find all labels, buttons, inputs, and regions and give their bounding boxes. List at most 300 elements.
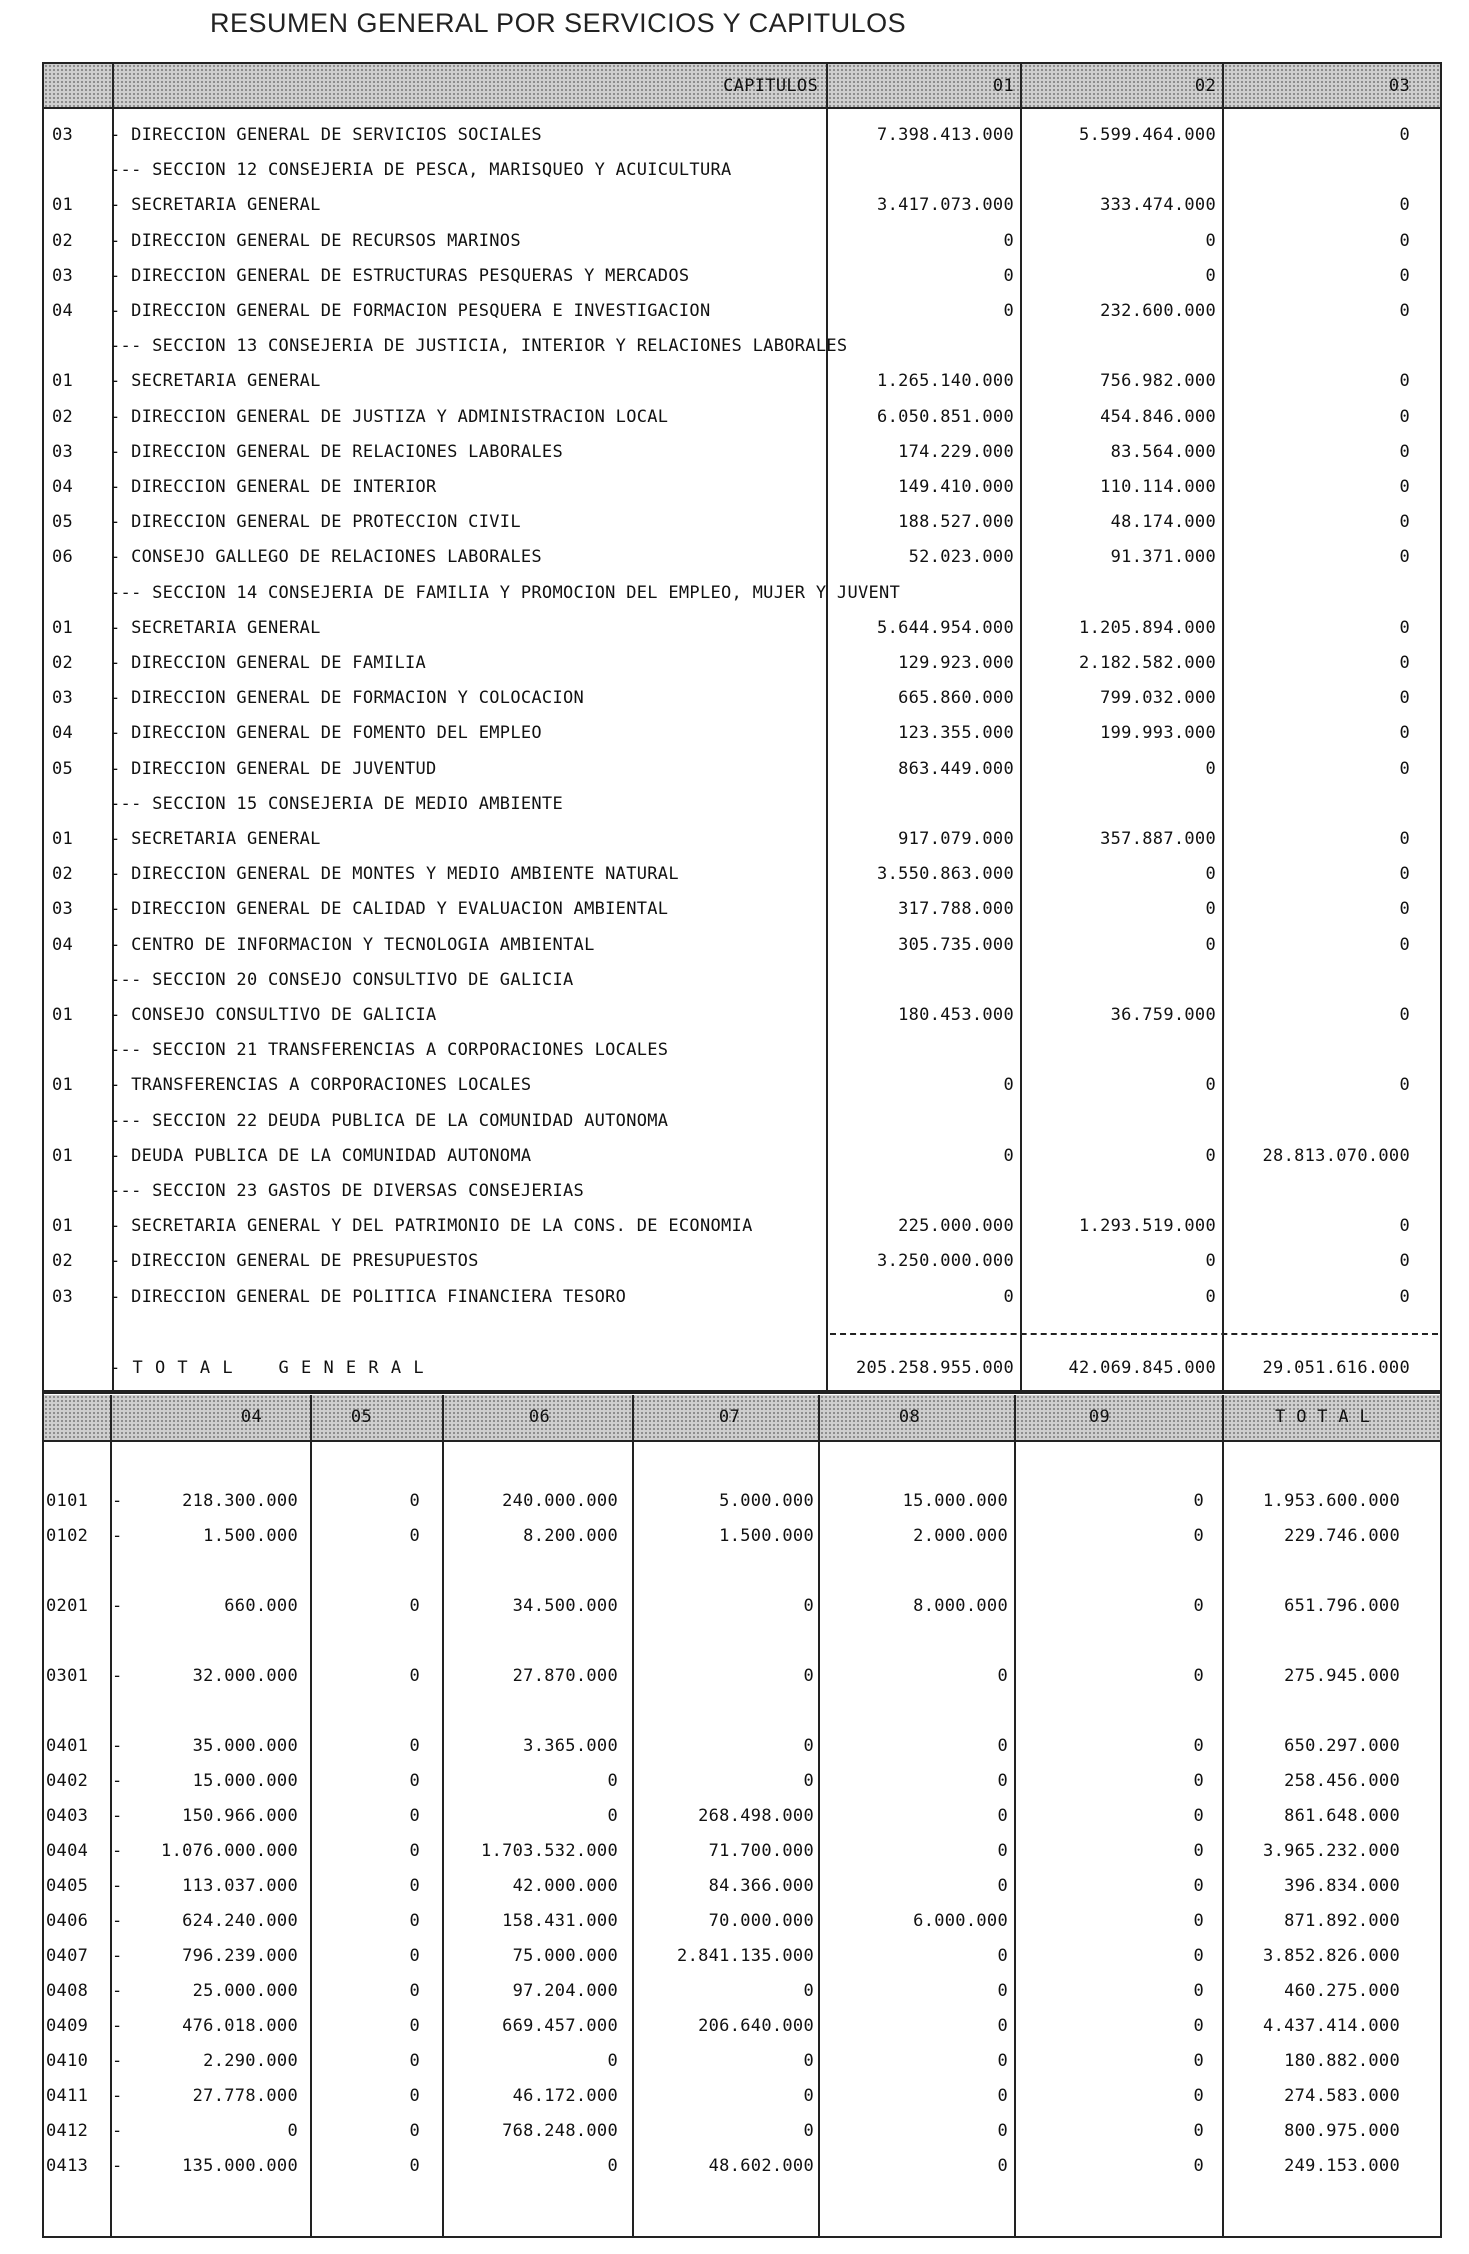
cell-c05: 0 <box>409 1876 420 1896</box>
section-heading: --- SECCION 14 CONSEJERIA DE FAMILIA Y PROMOCION DEL EMPLEO, MUJER Y JUVENT <box>110 582 901 603</box>
section-heading: --- SECCION 13 CONSEJERIA DE JUSTICIA, INTERIOR Y RELACIONES LABORALES <box>110 336 848 357</box>
row-code: 01 <box>52 1075 74 1096</box>
row-label: - DIRECCION GENERAL DE RECURSOS MARINOS <box>110 230 521 251</box>
row-code: 01 <box>52 1145 74 1166</box>
row-code: 03 <box>52 441 74 462</box>
cell-01: 863.449.000 <box>898 758 1014 779</box>
cell-02: 83.564.000 <box>1110 441 1216 462</box>
cell-c08: 0 <box>997 2121 1008 2141</box>
row-code: 03 <box>52 899 74 920</box>
row-code: 01 <box>52 1216 74 1237</box>
cell-total: 229.746.000 <box>1284 1526 1400 1546</box>
cell-c06: 97.204.000 <box>512 1981 618 2001</box>
row-dash: - <box>112 1911 123 1931</box>
cell-01: 123.355.000 <box>898 723 1014 744</box>
page-title: RESUMEN GENERAL POR SERVICIOS Y CAPITULOS <box>210 8 907 38</box>
cell-c09: 0 <box>1193 1876 1204 1896</box>
row-dash: - <box>112 2086 123 2106</box>
cell-c07: 71.700.000 <box>708 1841 814 1861</box>
cell-01: 129.923.000 <box>898 653 1014 673</box>
cell-02: 756.982.000 <box>1100 371 1216 392</box>
row-code: 03 <box>52 688 74 709</box>
cell-02: 199.993.000 <box>1100 723 1216 744</box>
cell-03: 0 <box>1399 230 1410 251</box>
cell-c07: 0 <box>803 2121 814 2141</box>
row-code: 0409 <box>46 2016 89 2036</box>
cell-03: 0 <box>1399 653 1410 673</box>
row-code: 02 <box>52 1251 74 1272</box>
cell-c04: 1.500.000 <box>203 1526 298 1546</box>
cell-c05: 0 <box>409 1981 420 2001</box>
cell-01: 225.000.000 <box>898 1216 1014 1237</box>
cell-02: 0 <box>1205 1075 1216 1096</box>
cell-total: 396.834.000 <box>1284 1876 1400 1896</box>
section-heading: --- SECCION 20 CONSEJO CONSULTIVO DE GALICIA <box>110 969 574 990</box>
cell-c06: 0 <box>607 1806 618 1826</box>
total-01: 205.258.955.000 <box>855 1358 1014 1378</box>
cell-02: 357.887.000 <box>1100 829 1216 849</box>
cell-total: 650.297.000 <box>1284 1736 1400 1756</box>
row-label: - TRANSFERENCIAS A CORPORACIONES LOCALES <box>110 1075 532 1096</box>
row-code: 03 <box>52 125 74 145</box>
cell-01: 305.735.000 <box>898 934 1014 955</box>
total-02: 42.069.845.000 <box>1068 1358 1216 1378</box>
row-code: 05 <box>52 758 74 779</box>
cell-01: 3.550.863.000 <box>877 864 1014 885</box>
cell-c08: 8.000.000 <box>913 1596 1008 1616</box>
cell-c04: 476.018.000 <box>182 2016 298 2036</box>
cell-c04: 2.290.000 <box>203 2051 298 2071</box>
cell-c06: 1.703.532.000 <box>481 1841 618 1861</box>
cell-02: 0 <box>1205 899 1216 920</box>
cell-03: 0 <box>1399 547 1410 568</box>
row-label: - SECRETARIA GENERAL <box>110 617 321 638</box>
cell-02: 1.205.894.000 <box>1079 617 1216 638</box>
row-label: - SECRETARIA GENERAL Y DEL PATRIMONIO DE LA CONS. DE ECONOMIA <box>110 1216 753 1237</box>
row-code: 0405 <box>46 1876 89 1896</box>
cell-total: 275.945.000 <box>1284 1666 1400 1686</box>
row-dash: - <box>112 1596 123 1616</box>
cell-c08: 0 <box>997 1841 1008 1861</box>
row-dash: - <box>112 2156 123 2176</box>
row-code: 02 <box>52 864 74 885</box>
row-label: - SECRETARIA GENERAL <box>110 829 321 849</box>
top-header-capitulos: CAPITULOS <box>723 76 818 96</box>
cell-02: 0 <box>1205 230 1216 251</box>
cell-01: 0 <box>1003 1145 1014 1166</box>
row-dash: - <box>112 1736 123 1756</box>
cell-03: 0 <box>1399 829 1410 849</box>
cell-c04: 27.778.000 <box>192 2086 298 2106</box>
cell-c04: 25.000.000 <box>192 1981 298 2001</box>
cell-c05: 0 <box>409 2016 420 2036</box>
bottom-header-col-06: 06 <box>528 1407 550 1427</box>
cell-c05: 0 <box>409 1946 420 1966</box>
row-label: - DIRECCION GENERAL DE RELACIONES LABORALES <box>110 441 563 462</box>
cell-c05: 0 <box>409 1736 420 1756</box>
cell-c07: 0 <box>803 2086 814 2106</box>
cell-c05: 0 <box>409 1771 420 1791</box>
cell-c07: 70.000.000 <box>708 1911 814 1931</box>
cell-c09: 0 <box>1193 2051 1204 2071</box>
cell-c07: 206.640.000 <box>698 2016 814 2036</box>
cell-c05: 0 <box>409 1526 420 1546</box>
cell-c04: 218.300.000 <box>182 1491 298 1511</box>
cell-c06: 46.172.000 <box>512 2086 618 2106</box>
cell-01: 0 <box>1003 265 1014 286</box>
tables-divider <box>42 1390 1442 1394</box>
row-code: 0406 <box>46 1911 89 1931</box>
row-code: 04 <box>52 301 74 321</box>
cell-c07: 5.000.000 <box>719 1491 814 1511</box>
row-code: 01 <box>52 617 74 638</box>
cell-03: 0 <box>1399 195 1410 216</box>
row-dash: - <box>112 1666 123 1686</box>
cell-c05: 0 <box>409 2156 420 2176</box>
cell-03: 0 <box>1399 934 1410 955</box>
cell-02: 2.182.582.000 <box>1079 653 1216 673</box>
row-code: 01 <box>52 195 74 216</box>
cell-c08: 15.000.000 <box>902 1491 1008 1511</box>
row-label: - DIRECCION GENERAL DE FORMACION Y COLOCACION <box>110 688 585 709</box>
cell-c06: 27.870.000 <box>512 1666 618 1686</box>
bottom-header-col-07: 07 <box>718 1407 740 1427</box>
row-dash: - <box>112 1841 123 1861</box>
bottom-header-col-08: 08 <box>898 1407 920 1427</box>
cell-c07: 48.602.000 <box>708 2156 814 2176</box>
cell-01: 317.788.000 <box>898 899 1014 920</box>
cell-c07: 0 <box>803 1771 814 1791</box>
row-label: - SECRETARIA GENERAL <box>110 371 321 392</box>
cell-c07: 1.500.000 <box>719 1526 814 1546</box>
cell-c06: 240.000.000 <box>502 1491 618 1511</box>
row-code: 04 <box>52 477 74 497</box>
cell-c06: 34.500.000 <box>512 1596 618 1616</box>
cell-total: 3.852.826.000 <box>1263 1946 1400 1966</box>
cell-c08: 0 <box>997 1876 1008 1896</box>
cell-03: 0 <box>1399 1216 1410 1237</box>
cell-c04: 796.239.000 <box>182 1946 298 1966</box>
top-header-col-03: 03 <box>1388 76 1410 96</box>
cell-02: 0 <box>1205 758 1216 779</box>
cell-02: 5.599.464.000 <box>1079 125 1216 145</box>
row-label: - CONSEJO GALLEGO DE RELACIONES LABORALES <box>110 547 542 568</box>
cell-c09: 0 <box>1193 1736 1204 1756</box>
row-code: 0301 <box>46 1666 89 1686</box>
total-label: - T O T A L G E N E R A L <box>110 1358 425 1378</box>
cell-02: 0 <box>1205 265 1216 286</box>
cell-02: 1.293.519.000 <box>1079 1216 1216 1237</box>
row-code: 01 <box>52 1005 74 1025</box>
cell-c09: 0 <box>1193 1806 1204 1826</box>
row-code: 0408 <box>46 1981 89 2001</box>
row-dash: - <box>112 2016 123 2036</box>
cell-01: 188.527.000 <box>898 512 1014 533</box>
bottom-header-col-05: 05 <box>350 1407 372 1427</box>
cell-c06: 8.200.000 <box>523 1526 618 1546</box>
row-code: 03 <box>52 1286 74 1307</box>
row-code: 0201 <box>46 1596 89 1616</box>
cell-01: 0 <box>1003 301 1014 321</box>
cell-c08: 0 <box>997 1806 1008 1826</box>
cell-c05: 0 <box>409 2051 420 2071</box>
cell-01: 1.265.140.000 <box>877 371 1014 392</box>
row-code: 0402 <box>46 1771 89 1791</box>
cell-02: 0 <box>1205 1251 1216 1272</box>
cell-c08: 6.000.000 <box>913 1911 1008 1931</box>
row-code: 02 <box>52 406 74 427</box>
row-code: 06 <box>52 547 74 568</box>
cell-c09: 0 <box>1193 1491 1204 1511</box>
row-code: 0412 <box>46 2121 89 2141</box>
bottom-header-col-09: 09 <box>1088 1407 1110 1427</box>
cell-c07: 84.366.000 <box>708 1876 814 1896</box>
cell-c07: 268.498.000 <box>698 1806 814 1826</box>
cell-c04: 15.000.000 <box>192 1771 298 1791</box>
row-code: 0401 <box>46 1736 89 1756</box>
cell-02: 110.114.000 <box>1100 477 1216 497</box>
row-label: - DIRECCION GENERAL DE SERVICIOS SOCIALES <box>110 125 542 145</box>
cell-c04: 35.000.000 <box>192 1736 298 1756</box>
cell-01: 52.023.000 <box>908 547 1014 568</box>
cell-total: 800.975.000 <box>1284 2121 1400 2141</box>
cell-c05: 0 <box>409 2121 420 2141</box>
row-dash: - <box>112 1526 123 1546</box>
cell-c08: 2.000.000 <box>913 1526 1008 1546</box>
cell-01: 0 <box>1003 230 1014 251</box>
cell-c09: 0 <box>1193 2156 1204 2176</box>
row-dash: - <box>112 1806 123 1826</box>
cell-02: 36.759.000 <box>1110 1005 1216 1025</box>
cell-03: 0 <box>1399 371 1410 392</box>
cell-01: 180.453.000 <box>898 1005 1014 1025</box>
cell-total: 861.648.000 <box>1284 1806 1400 1826</box>
cell-c09: 0 <box>1193 1946 1204 1966</box>
cell-c09: 0 <box>1193 1526 1204 1546</box>
cell-c08: 0 <box>997 1771 1008 1791</box>
cell-c05: 0 <box>409 1841 420 1861</box>
row-code: 0404 <box>46 1841 89 1861</box>
section-heading: --- SECCION 15 CONSEJERIA DE MEDIO AMBIENTE <box>110 793 563 814</box>
row-label: - DIRECCION GENERAL DE POLITICA FINANCIERA TESORO <box>110 1286 627 1307</box>
cell-03: 0 <box>1399 688 1410 709</box>
row-code: 0101 <box>46 1491 89 1511</box>
cell-01: 5.644.954.000 <box>877 617 1014 638</box>
cell-c06: 3.365.000 <box>523 1736 618 1756</box>
row-code: 0102 <box>46 1526 89 1546</box>
total-separator <box>830 1333 1438 1335</box>
cell-01: 0 <box>1003 1075 1014 1096</box>
row-dash: - <box>112 1491 123 1511</box>
section-heading: --- SECCION 12 CONSEJERIA DE PESCA, MARISQUEO Y ACUICULTURA <box>110 160 732 181</box>
cell-01: 149.410.000 <box>898 477 1014 497</box>
cell-total: 180.882.000 <box>1284 2051 1400 2071</box>
cell-03: 0 <box>1399 723 1410 744</box>
cell-c08: 0 <box>997 2086 1008 2106</box>
cell-03: 0 <box>1399 406 1410 427</box>
cell-01: 3.417.073.000 <box>877 195 1014 216</box>
section-heading: --- SECCION 21 TRANSFERENCIAS A CORPORACIONES LOCALES <box>110 1040 669 1061</box>
cell-c09: 0 <box>1193 1771 1204 1791</box>
cell-c04: 135.000.000 <box>182 2156 298 2176</box>
row-label: - DIRECCION GENERAL DE FAMILIA <box>110 653 427 673</box>
row-label: - DIRECCION GENERAL DE JUSTIZA Y ADMINISTRACION LOCAL <box>110 406 669 427</box>
cell-01: 7.398.413.000 <box>877 125 1014 145</box>
row-dash: - <box>112 1946 123 1966</box>
row-code: 01 <box>52 371 74 392</box>
row-code: 01 <box>52 829 74 849</box>
cell-01: 665.860.000 <box>898 688 1014 709</box>
cell-02: 0 <box>1205 934 1216 955</box>
cell-03: 28.813.070.000 <box>1262 1145 1410 1166</box>
cell-c05: 0 <box>409 1666 420 1686</box>
top-header-col-01: 01 <box>992 76 1014 96</box>
row-label: - CENTRO DE INFORMACION Y TECNOLOGIA AMBIENTAL <box>110 934 595 955</box>
row-label: - DIRECCION GENERAL DE FORMACION PESQUERA E INVESTIGACION <box>110 301 711 321</box>
cell-c07: 0 <box>803 1666 814 1686</box>
bottom-header-rule <box>44 1440 1440 1442</box>
cell-03: 0 <box>1399 301 1410 321</box>
cell-total: 651.796.000 <box>1284 1596 1400 1616</box>
cell-c05: 0 <box>409 1911 420 1931</box>
bottom-header-col-04: 04 <box>240 1407 262 1427</box>
cell-c07: 0 <box>803 2051 814 2071</box>
cell-02: 0 <box>1205 1286 1216 1307</box>
row-dash: - <box>112 1771 123 1791</box>
cell-c07: 0 <box>803 1736 814 1756</box>
cell-c07: 0 <box>803 1596 814 1616</box>
cell-02: 0 <box>1205 1145 1216 1166</box>
cell-03: 0 <box>1399 1075 1410 1096</box>
cell-c04: 1.076.000.000 <box>161 1841 298 1861</box>
cell-c05: 0 <box>409 1491 420 1511</box>
cell-03: 0 <box>1399 899 1410 920</box>
cell-total: 871.892.000 <box>1284 1911 1400 1931</box>
row-label: - DIRECCION GENERAL DE MONTES Y MEDIO AMBIENTE NATURAL <box>110 864 679 885</box>
cell-c04: 624.240.000 <box>182 1911 298 1931</box>
cell-c09: 0 <box>1193 2016 1204 2036</box>
row-label: - CONSEJO CONSULTIVO DE GALICIA <box>110 1005 437 1025</box>
row-code: 05 <box>52 512 74 533</box>
cell-03: 0 <box>1399 1286 1410 1307</box>
cell-c07: 0 <box>803 1981 814 2001</box>
cell-c09: 0 <box>1193 1981 1204 2001</box>
cell-c08: 0 <box>997 1981 1008 2001</box>
cell-c06: 42.000.000 <box>512 1876 618 1896</box>
cell-c04: 0 <box>287 2121 298 2141</box>
cell-03: 0 <box>1399 1251 1410 1272</box>
cell-total: 3.965.232.000 <box>1263 1841 1400 1861</box>
row-dash: - <box>112 2051 123 2071</box>
cell-c08: 0 <box>997 2016 1008 2036</box>
cell-c05: 0 <box>409 1596 420 1616</box>
cell-03: 0 <box>1399 441 1410 462</box>
cell-c06: 75.000.000 <box>512 1946 618 1966</box>
cell-c05: 0 <box>409 1806 420 1826</box>
cell-c08: 0 <box>997 1736 1008 1756</box>
bottom-header-total: T O T A L <box>1275 1407 1370 1427</box>
cell-03: 0 <box>1399 864 1410 885</box>
cell-03: 0 <box>1399 477 1410 497</box>
cell-03: 0 <box>1399 617 1410 638</box>
row-code: 0407 <box>46 1946 89 1966</box>
cell-c09: 0 <box>1193 1911 1204 1931</box>
cell-01: 917.079.000 <box>898 829 1014 849</box>
cell-01: 3.250.000.000 <box>877 1251 1014 1272</box>
cell-01: 6.050.851.000 <box>877 406 1014 427</box>
top-header-rule <box>44 107 1440 109</box>
cell-c09: 0 <box>1193 2086 1204 2106</box>
row-dash: - <box>112 2121 123 2141</box>
section-heading: --- SECCION 23 GASTOS DE DIVERSAS CONSEJERIAS <box>110 1181 585 1201</box>
cell-c05: 0 <box>409 2086 420 2106</box>
row-code: 02 <box>52 653 74 673</box>
cell-c04: 113.037.000 <box>182 1876 298 1896</box>
row-code: 03 <box>52 265 74 286</box>
cell-total: 249.153.000 <box>1284 2156 1400 2176</box>
cell-03: 0 <box>1399 125 1410 145</box>
cell-c06: 158.431.000 <box>502 1911 618 1931</box>
row-dash: - <box>112 1981 123 2001</box>
row-label: - SECRETARIA GENERAL <box>110 195 321 216</box>
row-code: 0410 <box>46 2051 89 2071</box>
cell-02: 232.600.000 <box>1100 301 1216 321</box>
cell-c08: 0 <box>997 1946 1008 1966</box>
row-label: - DIRECCION GENERAL DE INTERIOR <box>110 477 437 497</box>
cell-c06: 768.248.000 <box>502 2121 618 2141</box>
cell-c04: 150.966.000 <box>182 1806 298 1826</box>
cell-total: 258.456.000 <box>1284 1771 1400 1791</box>
cell-c04: 660.000 <box>224 1596 298 1616</box>
cell-02: 0 <box>1205 864 1216 885</box>
row-label: - DIRECCION GENERAL DE JUVENTUD <box>110 758 437 779</box>
cell-02: 333.474.000 <box>1100 195 1216 216</box>
row-code: 0413 <box>46 2156 89 2176</box>
cell-c08: 0 <box>997 2051 1008 2071</box>
row-label: - DIRECCION GENERAL DE CALIDAD Y EVALUACION AMBIENTAL <box>110 899 669 920</box>
total-03: 29.051.616.000 <box>1262 1358 1410 1378</box>
section-heading: --- SECCION 22 DEUDA PUBLICA DE LA COMUNIDAD AUTONOMA <box>110 1110 669 1131</box>
row-code: 02 <box>52 230 74 251</box>
cell-01: 174.229.000 <box>898 441 1014 462</box>
cell-c09: 0 <box>1193 2121 1204 2141</box>
cell-03: 0 <box>1399 265 1410 286</box>
cell-c06: 0 <box>607 2051 618 2071</box>
cell-total: 460.275.000 <box>1284 1981 1400 2001</box>
row-label: - DIRECCION GENERAL DE PRESUPUESTOS <box>110 1251 479 1272</box>
cell-total: 1.953.600.000 <box>1263 1491 1400 1511</box>
row-label: - DIRECCION GENERAL DE PROTECCION CIVIL <box>110 512 521 533</box>
cell-c08: 0 <box>997 2156 1008 2176</box>
row-code: 0411 <box>46 2086 89 2106</box>
top-header-col-02: 02 <box>1194 76 1216 96</box>
cell-03: 0 <box>1399 1005 1410 1025</box>
cell-c09: 0 <box>1193 1841 1204 1861</box>
row-label: - DIRECCION GENERAL DE ESTRUCTURAS PESQUERAS Y MERCADOS <box>110 265 690 286</box>
row-code: 04 <box>52 934 74 955</box>
cell-c06: 669.457.000 <box>502 2016 618 2036</box>
row-code: 04 <box>52 723 74 744</box>
cell-c04: 32.000.000 <box>192 1666 298 1686</box>
cell-03: 0 <box>1399 512 1410 533</box>
row-label: - DIRECCION GENERAL DE FOMENTO DEL EMPLEO <box>110 723 542 744</box>
cell-c08: 0 <box>997 1666 1008 1686</box>
cell-02: 454.846.000 <box>1100 406 1216 427</box>
cell-c07: 2.841.135.000 <box>677 1946 814 1966</box>
row-dash: - <box>112 1876 123 1896</box>
cell-02: 799.032.000 <box>1100 688 1216 709</box>
cell-02: 91.371.000 <box>1110 547 1216 568</box>
